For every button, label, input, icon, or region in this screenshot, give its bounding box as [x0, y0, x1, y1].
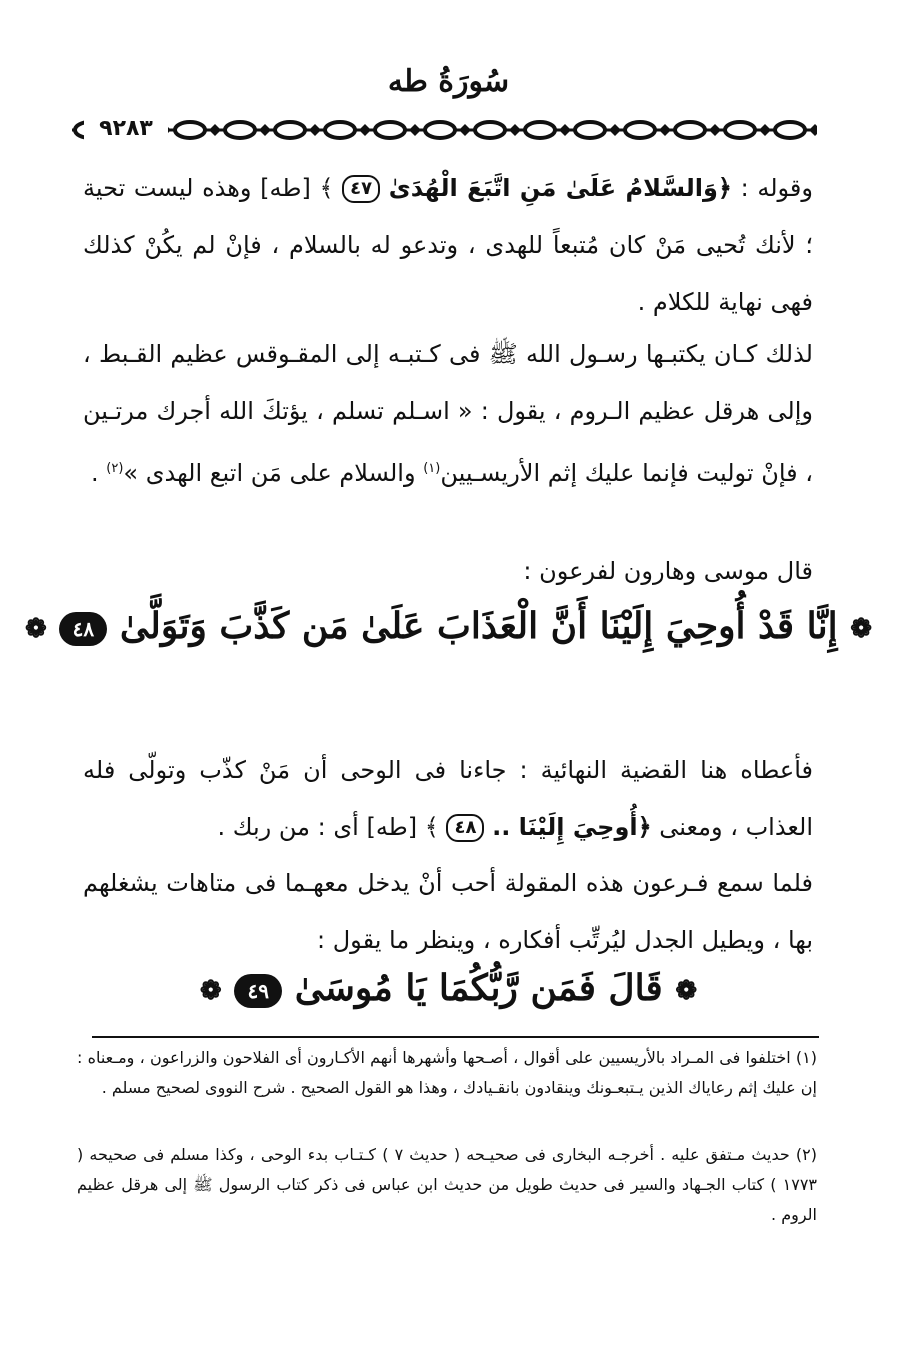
border-oval-icon	[425, 122, 455, 138]
page-number: ٩٢٨٣	[84, 114, 168, 144]
border-diamond-icon	[209, 124, 221, 136]
quran-verse-48	[0, 598, 897, 657]
border-oval-icon	[625, 122, 655, 138]
p1-text-a: وقوله :	[732, 174, 813, 202]
border-diamond-icon	[409, 124, 421, 136]
quran-verse-49	[0, 962, 897, 1017]
border-diamond-icon	[259, 124, 271, 136]
ayah-number-48-ref: ٤٨	[446, 814, 484, 842]
border-diamond-icon	[459, 124, 471, 136]
quran-quote-1: ﴿وَالسَّلامُ عَلَىٰ مَنِ اتَّبَعَ الْهُدَىٰ	[388, 174, 732, 202]
border-oval-icon	[725, 122, 755, 138]
footnote-2: (٢) حديث مـتفق عليه . أخرجـه البخارى فى صحيـحه ( حديث ٧ ) كـتـاب بدء الوحى ، وكذا مسلم فى صحيحه ( ١٧٧٣ ) كتاب الجـهاد والسير فى حديث طويل من حديث ابن عباس فى ذكر كتاب الرسول ﷺ إلى هرقل عظيم الروم .	[77, 1145, 818, 1224]
quran-quote-2: ﴿أُوحِيَ إِلَيْنَا ..	[492, 813, 652, 841]
verse-end-ornament-icon: ❁	[199, 976, 222, 1006]
border-oval-icon	[225, 122, 255, 138]
border-oval-icon	[475, 122, 505, 138]
paragraph-2	[83, 326, 813, 502]
footnote-ref-2: (٢)	[106, 461, 124, 476]
p1-text-b: ﴾ [طه] وهذه ليست تحية ؛ لأنك تُحيى مَنْ كان مُتبعاً للهدى ، وتدعو له بالسلام ، فإنْ لم يكُنْ كذلك فهى نهاية للكلام .	[83, 174, 813, 316]
ayah-number-49: ٤٩	[234, 974, 282, 1008]
verse-start-ornament-icon: ❁	[675, 976, 698, 1006]
ornamental-border	[72, 116, 817, 144]
border-oval-icon	[325, 122, 355, 138]
paragraph-5: فلما سمع فـرعون هذه المقولة أحب أنْ يدخل معهـما فى متاهات يشغلهم بها ، ويطيل الجدل ليُرتِّب أفكاره ، وينظر ما يقول :	[83, 869, 813, 954]
border-oval-icon	[675, 122, 705, 138]
p2-text-a: لذلك كـان يكتبـها رسـول الله ﷺ فى كـتبـه إلى المقـوقس عظيم القـبط ، وإلى هرقل عظيم الـروم ، يقول : « اسـلم تسلم ، يؤتكَ الله أجرك مرتـين ، فإنْ توليت فإنما عليك إثم الأريسـيين	[83, 340, 813, 487]
border-oval-icon	[275, 122, 305, 138]
paragraph-1	[83, 160, 813, 331]
border-diamond-icon	[659, 124, 671, 136]
footnote-1: (١) اختلفوا فى المـراد بالأريسيين على أقوال ، أصـحها وأشهرها أنهم الأكـارون أى الفلاحون والزراعون ، ومـعناه : إن عليك إثم رعاياك الذين يـتبعـونك وينقادون بانقـيادك ، وهذا هو القول الصحيح . شرح النووى لصحيح مسلم .	[77, 1048, 817, 1097]
verse-end-ornament-icon: ❁	[24, 614, 47, 644]
border-diamond-icon	[809, 124, 817, 136]
ayah-number-47: ٤٧	[342, 175, 380, 203]
border-oval-icon	[575, 122, 605, 138]
border-diamond-icon	[359, 124, 371, 136]
footnote-divider	[92, 1036, 819, 1038]
border-oval-icon	[375, 122, 405, 138]
paragraph-4	[83, 742, 813, 856]
ayah-number-48: ٤٨	[59, 612, 107, 646]
border-diamond-icon	[559, 124, 571, 136]
footnote-ref-1: (١)	[423, 461, 441, 476]
border-diamond-icon	[309, 124, 321, 136]
border-oval-icon	[775, 122, 805, 138]
surah-title: سُورَةُ طه	[387, 64, 510, 99]
border-diamond-icon	[609, 124, 621, 136]
verse-48-text: إِنَّا قَدْ أُوحِيَ إِلَيْنَا أَنَّ الْعَذَابَ عَلَىٰ مَن كَذَّبَ وَتَوَلَّىٰ	[119, 605, 838, 647]
border-diamond-icon	[759, 124, 771, 136]
border-diamond-icon	[509, 124, 521, 136]
paragraph-3: قال موسى وهارون لفرعون :	[523, 557, 813, 585]
border-oval-icon	[175, 122, 205, 138]
p4-text-b: ﴾ [طه] أى : من ربك .	[217, 813, 447, 841]
verse-start-ornament-icon: ❁	[850, 614, 872, 644]
p2-text-b: والسلام على مَن اتبع الهدى »	[123, 459, 424, 487]
border-oval-icon	[525, 122, 555, 138]
verse-49-text: قَالَ فَمَن رَّبُّكُمَا يَا مُوسَىٰ	[294, 967, 663, 1009]
border-diamond-icon	[709, 124, 721, 136]
p4-text-a: فأعطاه هنا القضية النهائية : جاءنا فى الوحى أن مَنْ كذّب وتولّى فله العذاب ، ومعنى	[83, 756, 813, 841]
p2-text-c: .	[90, 459, 107, 487]
border-ornaments	[75, 122, 817, 138]
